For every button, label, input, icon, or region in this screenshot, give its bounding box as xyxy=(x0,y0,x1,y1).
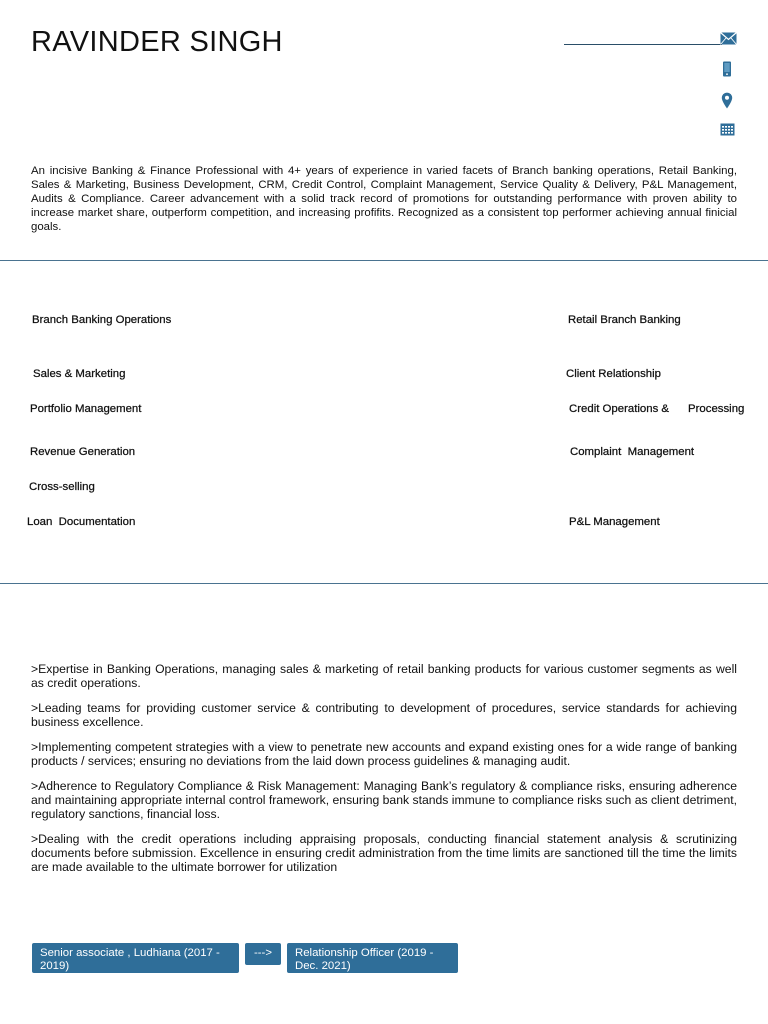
highlight-item: >Dealing with the credit operations including appraising proposals, conducting financial statement analysis & scrutinizing documents before submission. Excellence in ensuring credit administration from the time limits are sanctioned till the time the limits are made available to the ultimate borrower for utilization xyxy=(31,832,737,874)
skill-retail-branch-banking: Retail Branch Banking xyxy=(568,314,681,326)
mobile-phone-icon xyxy=(722,61,732,77)
candidate-name: RAVINDER SINGH xyxy=(31,26,283,58)
calendar-icon xyxy=(720,123,735,136)
skill-loan-documentation: Loan Documentation xyxy=(27,516,136,528)
skill-client-relationship: Client Relationship xyxy=(566,368,661,380)
contact-divider-line xyxy=(564,44,722,45)
skill-branch-banking-operations: Branch Banking Operations xyxy=(32,314,172,326)
skill-portfolio-management: Portfolio Management xyxy=(30,403,142,415)
skill-pl-management: P&L Management xyxy=(569,516,660,528)
location-pin-icon xyxy=(721,92,733,109)
timeline-arrow: ---> xyxy=(245,943,281,965)
highlight-item: >Expertise in Banking Operations, managing sales & marketing of retail banking products for various customer segments as well as credit operations. xyxy=(31,662,737,690)
skill-cross-selling: Cross-selling xyxy=(29,481,95,493)
skill-revenue-generation: Revenue Generation xyxy=(30,446,136,458)
highlight-item: >Implementing competent strategies with a view to penetrate new accounts and expand existing ones for a wide range of banking products / services; ensuring no deviations from the laid down process guidelines & managing audit. xyxy=(31,740,737,768)
skill-sales-marketing: Sales & Marketing xyxy=(33,368,126,380)
timeline-relationship-officer: Relationship Officer (2019 - Dec. 2021) xyxy=(287,943,458,973)
section-divider-top xyxy=(0,260,768,261)
highlight-item: >Adherence to Regulatory Compliance & Risk Management: Managing Bank’s regulatory & compliance risks, ensuring adherence and maintaining appropriate internal control framework, ensuring bank stands immune to compliance risks such as client detriment, regulatory sanctions, financial loss. xyxy=(31,779,737,821)
skill-complaint-management: Complaint Management xyxy=(570,446,695,458)
timeline-senior-associate: Senior associate , Ludhiana (2017 - 2019) xyxy=(32,943,239,973)
envelope-icon xyxy=(720,32,737,45)
highlight-item: >Leading teams for providing customer service & contributing to development of procedures, service standards for achieving business excellence. xyxy=(31,701,737,729)
section-divider-middle xyxy=(0,583,768,584)
career-highlights xyxy=(31,662,737,885)
profile-summary: An incisive Banking & Finance Professional with 4+ years of experience in varied facets of Branch banking operations, Retail Banking, Sales & Marketing, Business Development, CRM, Credit Control, Complaint Management, Service Quality & Delivery, P&L Management, Audits & Compliance. Career advancement with a solid track record of promotions for outstanding performance with proven ability to increase market share, outperform competition, and increasing profifits. Recognized as a consistent top performer achieving annual finicial goals. xyxy=(31,165,737,233)
skill-credit-operations-processing: Credit Operations & Processing xyxy=(569,403,745,415)
